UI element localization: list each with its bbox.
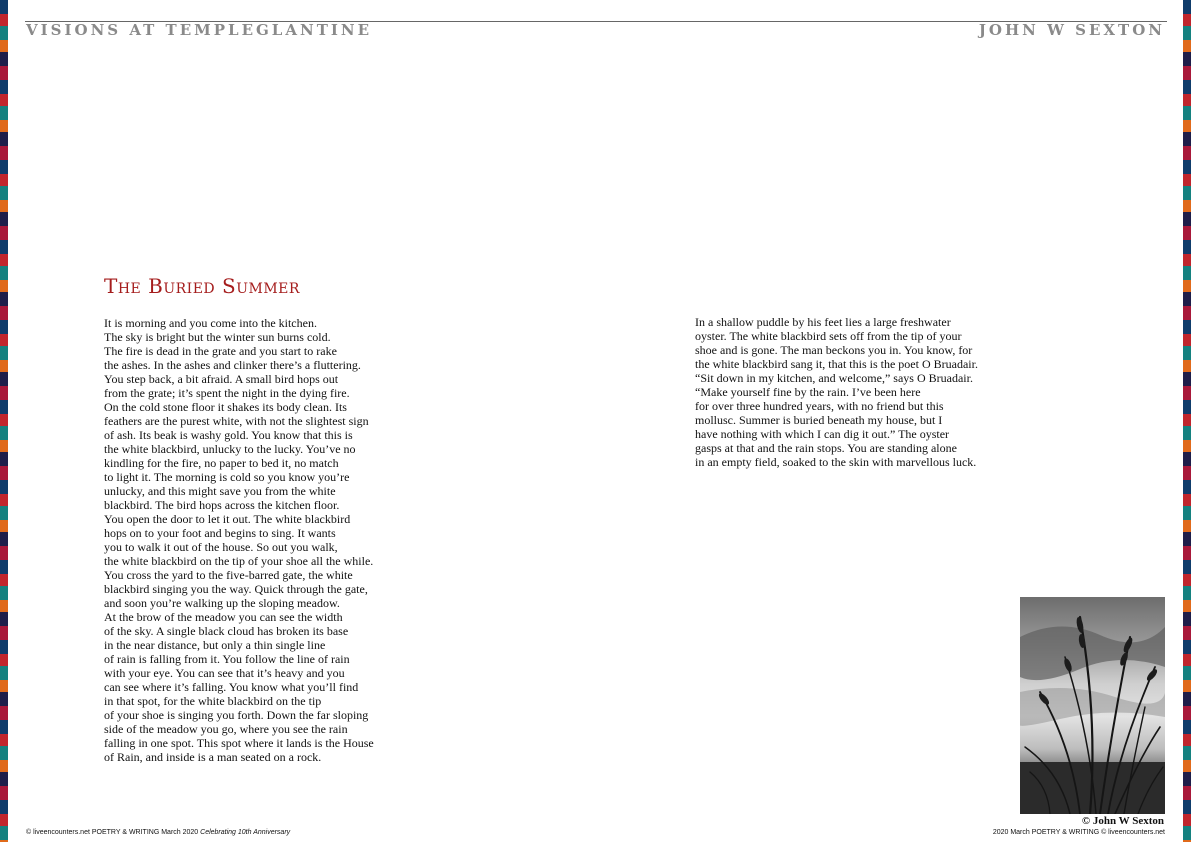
poem-line: of ash. Its beak is washy gold. You know that this is xyxy=(104,428,353,442)
poem-line: of your shoe is singing you forth. Down the far sloping xyxy=(104,708,369,722)
poem-line: shoe and is gone. The man beckons you in. You know, for xyxy=(695,343,973,357)
poem-title: The Buried Summer xyxy=(104,274,300,298)
poem-line: In a shallow puddle by his feet lies a large freshwater xyxy=(695,315,951,329)
footer-left-text: © liveencounters.net POETRY & WRITING March 2020 xyxy=(26,829,201,836)
grass-illustration xyxy=(1020,597,1165,814)
poem-line: have nothing with which I can dig it out.” The oyster xyxy=(695,427,950,441)
author-name: JOHN W SEXTON xyxy=(978,21,1165,39)
poem-line: “Make yourself fine by the rain. I’ve been here xyxy=(695,385,921,399)
poem-line: of rain is falling from it. You follow the line of rain xyxy=(104,652,350,666)
poem-line: the white blackbird sang it, that this is the poet O Bruadair. xyxy=(695,357,978,371)
poem-line: in an empty field, soaked to the skin with marvellous luck. xyxy=(695,455,977,469)
poem-line: feathers are the purest white, with not the slightest sign xyxy=(104,414,369,428)
poem-line: The sky is bright but the winter sun burns cold. xyxy=(104,330,331,344)
poem-line: You open the door to let it out. The white blackbird xyxy=(104,512,351,526)
poem-line: hops on to your foot and begins to sing. It wants xyxy=(104,526,336,540)
poem-line: from the grate; it’s spent the night in the dying fire. xyxy=(104,386,350,400)
poem-line: “Sit down in my kitchen, and welcome,” says O Bruadair. xyxy=(695,371,973,385)
photo-credit: © John W Sexton xyxy=(1081,815,1164,827)
section-title: VISIONS AT TEMPLEGLANTINE xyxy=(26,21,373,39)
poem-line: The fire is dead in the grate and you start to rake xyxy=(104,344,337,358)
poem-line: in the near distance, but only a thin single line xyxy=(104,638,326,652)
poem-line: On the cold stone floor it shakes its body clean. Its xyxy=(104,400,347,414)
poem-line: blackbird. The bird hops across the kitchen floor. xyxy=(104,498,340,512)
footer-left-anniversary: Celebrating 10th Anniversary xyxy=(200,829,291,836)
right-edge-decoration xyxy=(1183,0,1191,842)
poem-line: oyster. The white blackbird sets off from the tip of your xyxy=(695,329,962,343)
poem-line: You step back, a bit afraid. A small bird hops out xyxy=(104,372,339,386)
poem-line: You cross the yard to the five-barred gate, the white xyxy=(104,568,353,582)
poem-line: of Rain, and inside is a man seated on a rock. xyxy=(104,750,322,764)
poem-line: blackbird singing you the way. Quick through the gate, xyxy=(104,582,368,596)
poem-line: It is morning and you come into the kitchen. xyxy=(104,316,317,330)
poem-line: falling in one spot. This spot where it lands is the House xyxy=(104,736,374,750)
footer-right: 2020 March POETRY & WRITING © liveencounters.net xyxy=(992,829,1165,836)
poem-column-left xyxy=(104,316,374,764)
left-edge-decoration xyxy=(0,0,8,842)
poem-line: you to walk it out of the house. So out you walk, xyxy=(104,540,338,554)
poem-line: the white blackbird, unlucky to the lucky. You’ve no xyxy=(104,442,356,456)
poem-line: for over three hundred years, with no friend but this xyxy=(695,399,944,413)
poem-line: At the brow of the meadow you can see the width xyxy=(104,610,343,624)
poem-line: can see where it’s falling. You know what you’ll find xyxy=(104,680,359,694)
poem-line: and soon you’re walking up the sloping meadow. xyxy=(104,596,340,610)
poem-line: gasps at that and the rain stops. You are standing alone xyxy=(695,441,957,455)
poem-column-right xyxy=(695,315,978,469)
poem-line: of the sky. A single black cloud has broken its base xyxy=(104,624,349,638)
poem-line: side of the meadow you go, where you see the rain xyxy=(104,722,348,736)
footer-left xyxy=(26,829,290,836)
grass-photo xyxy=(1020,597,1165,814)
poem-line: to light it. The morning is cold so you know you’re xyxy=(104,470,350,484)
poem-line: unlucky, and this might save you from the white xyxy=(104,484,336,498)
poem-line: with your eye. You can see that it’s heavy and you xyxy=(104,666,345,680)
poem-line: in that spot, for the white blackbird on the tip xyxy=(104,694,322,708)
poem-line: kindling for the fire, no paper to bed it, no match xyxy=(104,456,339,470)
poem-line: the ashes. In the ashes and clinker there’s a fluttering. xyxy=(104,358,361,372)
poem-line: mollusc. Summer is buried beneath my house, but I xyxy=(695,413,943,427)
poem-line: the white blackbird on the tip of your shoe all the while. xyxy=(104,554,374,568)
